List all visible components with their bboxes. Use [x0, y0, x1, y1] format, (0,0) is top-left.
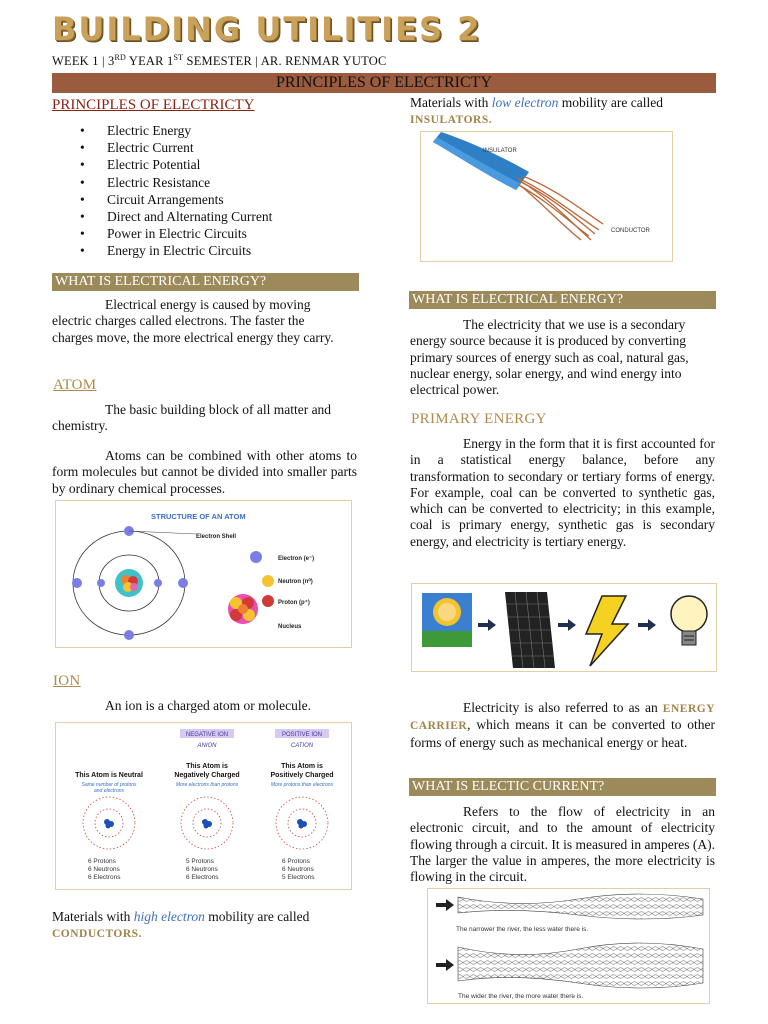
- ion-negative-title-1: This Atom is: [186, 763, 228, 770]
- ion-positive-title-2: Positively Charged: [270, 772, 334, 779]
- river-analogy-figure: [427, 888, 710, 1004]
- ion-figure: [55, 722, 352, 890]
- atom-figure-title: STRUCTURE OF AN ATOM: [151, 512, 246, 521]
- ion-positive-count-3: 5 Electrons: [282, 874, 315, 881]
- insulators-paragraph: Materials with low electron mobility are called INSULATORS.: [410, 95, 663, 127]
- ion-heading: ION: [53, 673, 81, 689]
- wire-conductor-label: CONDUCTOR: [611, 228, 650, 234]
- atom-structure-figure: [55, 500, 352, 648]
- primary-energy-paragraph: Energy in the form that it is first accounted for in a statistical energy balance, before any transformation to secondary or tertiary forms of energy. For example, coal can be converted to synthetic gas, which can be converted to electricity; in this example, coal is primary energy, synthetic gas is secondary energy, and electricity is tertiary energy.: [410, 436, 715, 549]
- ion-positive-count-1: 6 Protons: [282, 858, 310, 865]
- label-nucleus: Nucleus: [278, 624, 302, 630]
- energy-carrier-term: ENERGY CARRIER: [410, 703, 715, 733]
- list-item: • Circuit Arrangements: [107, 191, 362, 208]
- topic-list: [107, 122, 362, 260]
- energy-carrier-paragraph: Electricity is also referred to as an ENERGY CARRIER, which means it can be converted to other forms of energy such as mechanical energy or heat.: [410, 700, 715, 750]
- section-title: PRINCIPLES OF ELECTRICTY: [52, 97, 255, 113]
- ion-neutral-count-2: 6 Neutrons: [88, 866, 120, 873]
- left-column: [52, 95, 362, 260]
- ion-negative-tag: NEGATIVE ION: [185, 732, 229, 738]
- ion-negative-title-2: Negatively Charged: [174, 772, 240, 779]
- electric-current-paragraph: Refers to the flow of electricity in an electronic circuit, and to the amount of electricity flowing through a circuit. It is measured in amperes (A). The larger the value in amperes, the more electricity is flowing in the circuit.: [410, 804, 715, 885]
- ion-negative-sub: More electrons than protons: [175, 782, 239, 788]
- label-neutron: Neutron (n⁰): [278, 579, 313, 585]
- atom-paragraph-2: Atoms can be combined with other atoms to form molecules but cannot be divided into smaller parts by ordinary chemical processes.: [52, 448, 357, 496]
- ion-positive-sub: More protons than electrons: [270, 782, 334, 788]
- energy-paragraph: Electrical energy is caused by moving electric charges called electrons. The faster the charges move, the more electrical energy they carry.: [52, 297, 334, 345]
- ion-anion-label: ANION: [197, 743, 217, 749]
- energy-conversion-figure: [411, 583, 717, 672]
- list-item: • Electric Potential: [107, 156, 362, 173]
- ion-positive-count-2: 6 Neutrons: [282, 866, 314, 873]
- secondary-energy-paragraph: The electricity that we use is a secondary energy source because it is produced by converting primary sources of energy such as coal, natural gas, nuclear energy, solar energy, and wind energy into electrical power.: [410, 317, 689, 398]
- ion-neutral-count-1: 6 Protons: [88, 858, 116, 865]
- ion-neutral-title: This Atom is Neutral: [75, 772, 143, 779]
- primary-energy-heading: PRIMARY ENERGY: [411, 411, 547, 427]
- section-bar-electric-current: WHAT IS ELECTIC CURRENT?: [409, 778, 716, 796]
- conductors-paragraph: Materials with high electron mobility are called CONDUCTORS.: [52, 909, 310, 941]
- section-bar-electrical-energy: WHAT IS ELECTRICAL ENERGY?: [52, 273, 359, 291]
- list-item: • Electric Resistance: [107, 174, 362, 191]
- section-bar-electrical-energy-2: WHAT IS ELECTRICAL ENERGY?: [409, 291, 716, 309]
- ion-neutral-sub-2: and electrons: [93, 788, 125, 794]
- label-electron-shell: Electron Shell: [196, 534, 237, 540]
- insulators-term: INSULATORS.: [410, 114, 493, 127]
- ion-positive-title-1: This Atom is: [281, 763, 323, 770]
- wire-insulator-label: INSULATOR: [483, 148, 517, 154]
- list-item: • Electric Energy: [107, 122, 362, 139]
- label-proton: Proton (p⁺): [278, 600, 310, 606]
- ion-negative-count-2: 6 Neutrons: [186, 866, 218, 873]
- label-electron: Electron (e⁻): [278, 556, 315, 562]
- river-caption-wide: The wider the river, the more water there is.: [458, 993, 584, 1000]
- atom-paragraph-1: The basic building block of all matter and chemistry.: [52, 402, 332, 434]
- ion-neutral-sub-1: Same number of protons: [81, 782, 137, 788]
- course-info: WEEK 1 | 3RD YEAR 1ST SEMESTER | AR. RENMAR YUTOC: [52, 53, 387, 69]
- document-title: BUILDING UTILITIES 2: [52, 10, 482, 48]
- wire-figure: [420, 131, 673, 262]
- ion-cation-label: CATION: [290, 743, 314, 749]
- conductors-term: CONDUCTORS.: [52, 928, 142, 941]
- topic-banner: PRINCIPLES OF ELECTRICTY: [52, 73, 716, 93]
- list-item: • Direct and Alternating Current: [107, 208, 362, 225]
- ion-negative-count-3: 6 Electrons: [186, 874, 219, 881]
- list-item: • Power in Electric Circuits: [107, 225, 362, 242]
- ion-paragraph: An ion is a charged atom or molecule.: [105, 698, 311, 713]
- list-item: • Energy in Electric Circuits: [107, 242, 362, 259]
- list-item: • Electric Current: [107, 139, 362, 156]
- river-caption-narrow: The narrower the river, the less water there is.: [456, 926, 589, 933]
- ion-neutral-count-3: 6 Electrons: [88, 874, 121, 881]
- atom-heading: ATOM: [53, 377, 97, 393]
- ion-negative-count-1: 5 Protons: [186, 858, 214, 865]
- ion-positive-tag: POSITIVE ION: [281, 732, 323, 738]
